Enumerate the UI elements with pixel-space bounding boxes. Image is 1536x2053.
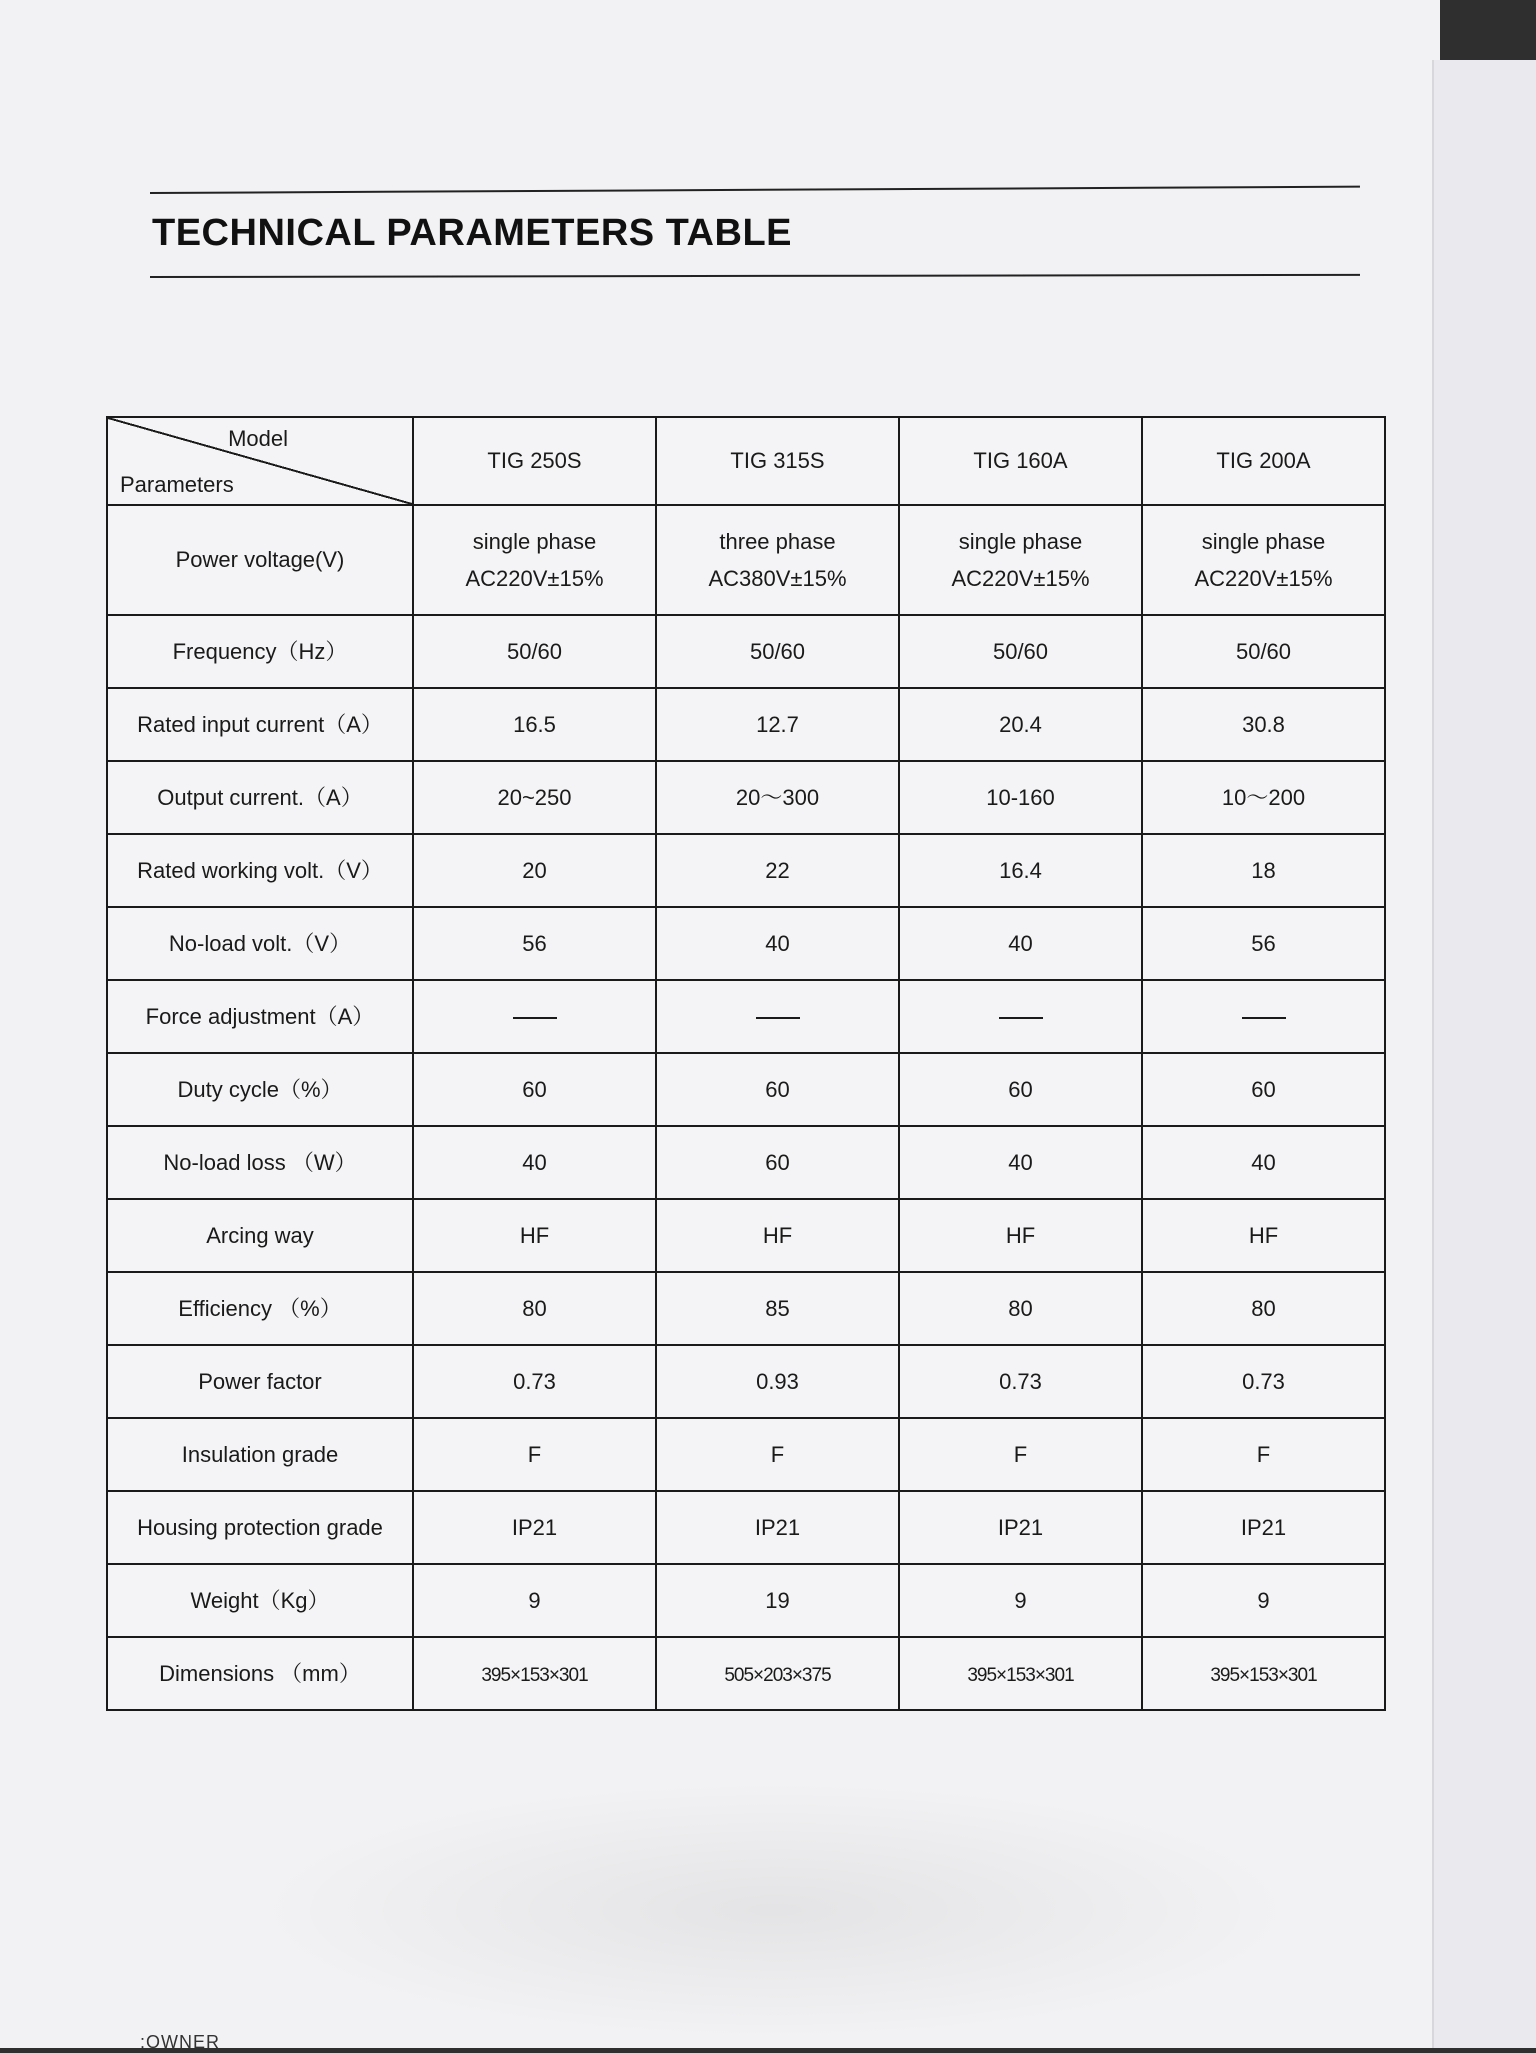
table-cell (413, 1345, 656, 1418)
phase-text: single phase (1201, 528, 1326, 554)
table-cell (1142, 1564, 1385, 1637)
table-cell (899, 980, 1142, 1053)
table-cell (899, 1272, 1142, 1345)
cell-value: 0.73 (1242, 1368, 1285, 1394)
table-cell (1142, 688, 1385, 761)
row-label: Frequency（Hz） (107, 615, 413, 688)
next-page-edge (1432, 60, 1536, 2048)
header-corner-cell (107, 417, 413, 505)
row-label: Insulation grade (107, 1418, 413, 1491)
table-row (107, 761, 1385, 834)
table-cell (413, 1637, 656, 1710)
cell-value: 19 (765, 1587, 790, 1613)
model-header-tig-160a: TIG 160A (899, 417, 1142, 505)
table-row (107, 907, 1385, 980)
table-cell (413, 688, 656, 761)
row-label: Rated working volt.（V） (107, 834, 413, 907)
cell-value: 60 (522, 1076, 547, 1102)
cell-value: 60 (765, 1076, 790, 1102)
table-cell (413, 761, 656, 834)
table-cell (899, 1126, 1142, 1199)
table-cell (656, 505, 899, 615)
table-cell (656, 1564, 899, 1637)
voltage-text: AC220V±15% (951, 566, 1090, 591)
table-cell (413, 1126, 656, 1199)
table-cell (1142, 1272, 1385, 1345)
table-cell (899, 1491, 1142, 1564)
cell-value: 505×203×375 (724, 1664, 831, 1686)
cell-value: F (1256, 1441, 1271, 1467)
row-label: Force adjustment（A） (107, 980, 413, 1053)
dash-mark (1242, 1017, 1286, 1019)
table-row (107, 1418, 1385, 1491)
phase-text: three phase (719, 528, 836, 554)
cell-value: 50/60 (1235, 638, 1292, 664)
table-cell (1142, 1053, 1385, 1126)
phase-text: single phase (472, 528, 597, 554)
cell-value: HF (1248, 1222, 1279, 1248)
row-label: Housing protection grade (107, 1491, 413, 1564)
table-row (107, 834, 1385, 907)
table-row (107, 1199, 1385, 1272)
model-header-tig-315s: TIG 315S (656, 417, 899, 505)
table-cell (1142, 761, 1385, 834)
table-cell (1142, 1126, 1385, 1199)
table-row (107, 615, 1385, 688)
row-label: Efficiency （%） (107, 1272, 413, 1345)
cell-value: F (770, 1441, 785, 1467)
cell-value: 56 (522, 930, 547, 956)
table-cell (413, 1272, 656, 1345)
table-cell (413, 907, 656, 980)
cell-value: 80 (522, 1295, 547, 1321)
table-cell (656, 907, 899, 980)
cell-value: 80 (1251, 1295, 1276, 1321)
table-cell (1142, 907, 1385, 980)
cell-value: 0.73 (513, 1368, 556, 1394)
cell-value: 10-160 (986, 784, 1055, 810)
table-cell (1142, 1637, 1385, 1710)
table-cell (656, 1637, 899, 1710)
cell-value: 50/60 (749, 638, 806, 664)
voltage-text: AC220V±15% (465, 566, 604, 591)
table-row (107, 1053, 1385, 1126)
title-rule-top (150, 186, 1360, 194)
row-label: Rated input current（A） (107, 688, 413, 761)
table-cell (413, 834, 656, 907)
cell-value: 20~250 (497, 784, 572, 810)
table-cell (413, 1418, 656, 1491)
cell-value: 40 (522, 1149, 547, 1175)
cell-value: IP21 (997, 1514, 1044, 1540)
cell-value: HF (519, 1222, 550, 1248)
table-cell (1142, 505, 1385, 615)
cell-value: 40 (1008, 1149, 1033, 1175)
voltage-text: AC380V±15% (708, 566, 847, 591)
cell-value: 10～200 (1221, 784, 1306, 810)
page-title: TECHNICAL PARAMETERS TABLE (152, 212, 792, 254)
row-label: Arcing way (107, 1199, 413, 1272)
cell-value: 20 (522, 857, 547, 883)
cell-value: 80 (1008, 1295, 1033, 1321)
table-cell (656, 1418, 899, 1491)
table-cell (413, 505, 656, 615)
row-label: Weight（Kg） (107, 1564, 413, 1637)
table-cell (899, 1345, 1142, 1418)
cell-value: IP21 (511, 1514, 558, 1540)
cell-value: F (1013, 1441, 1028, 1467)
cell-value: 50/60 (992, 638, 1049, 664)
table-cell (656, 1491, 899, 1564)
table-cell (656, 1199, 899, 1272)
dash-mark (756, 1017, 800, 1019)
row-label: Duty cycle（%） (107, 1053, 413, 1126)
table-cell (899, 761, 1142, 834)
corner-model-label: Model (228, 426, 288, 451)
table-cell (656, 1126, 899, 1199)
row-label: Output current.（A） (107, 761, 413, 834)
table-row (107, 688, 1385, 761)
table-cell (1142, 1199, 1385, 1272)
cell-value: F (527, 1441, 542, 1467)
cell-value: 40 (1008, 930, 1033, 956)
table-row (107, 980, 1385, 1053)
table-cell (413, 615, 656, 688)
parameters-table-wrapper (106, 416, 1384, 1711)
table-cell (1142, 834, 1385, 907)
table-cell (899, 1564, 1142, 1637)
table-cell (1142, 1345, 1385, 1418)
table-header-row (107, 417, 1385, 505)
cell-value: 16.5 (513, 711, 556, 737)
parameter-rows (107, 615, 1385, 1710)
table-cell (899, 688, 1142, 761)
table-cell (1142, 615, 1385, 688)
hand-shadow (250, 1780, 1300, 2040)
table-row (107, 1564, 1385, 1637)
cell-value: 60 (765, 1149, 790, 1175)
cell-value: 40 (765, 930, 790, 956)
cell-value: HF (1005, 1222, 1036, 1248)
table-cell (656, 761, 899, 834)
table-cell (899, 834, 1142, 907)
row-label: Power voltage(V) (107, 505, 413, 615)
cell-value: 85 (765, 1295, 790, 1321)
model-header-tig-250s: TIG 250S (413, 417, 656, 505)
table-row-power-voltage (107, 505, 1385, 615)
technical-parameters-table (106, 416, 1386, 1711)
table-cell (413, 1491, 656, 1564)
table-cell (899, 1199, 1142, 1272)
page-footer: :OWNER (140, 2032, 220, 2052)
table-cell (413, 1053, 656, 1126)
row-label: Power factor (107, 1345, 413, 1418)
cell-value: 56 (1251, 930, 1276, 956)
table-cell (1142, 980, 1385, 1053)
table-cell (413, 1199, 656, 1272)
cell-value: 395×153×301 (967, 1664, 1074, 1686)
dash-mark (513, 1017, 557, 1019)
table-cell (656, 834, 899, 907)
cell-value: 9 (1257, 1587, 1270, 1613)
cell-value: 40 (1251, 1149, 1276, 1175)
table-row (107, 1637, 1385, 1710)
cell-value: 0.93 (756, 1368, 799, 1394)
cell-value: 9 (528, 1587, 541, 1613)
row-label: No-load loss （W） (107, 1126, 413, 1199)
title-rule-bottom (150, 274, 1360, 278)
row-label: Dimensions （mm） (107, 1637, 413, 1710)
cell-value: 18 (1251, 857, 1276, 883)
table-cell (656, 980, 899, 1053)
table-cell (656, 1272, 899, 1345)
table-cell (899, 615, 1142, 688)
cell-value: 395×153×301 (1210, 1664, 1317, 1686)
table-row (107, 1345, 1385, 1418)
table-row (107, 1126, 1385, 1199)
table-cell (413, 980, 656, 1053)
table-row (107, 1272, 1385, 1345)
model-header-tig-200a: TIG 200A (1142, 417, 1385, 505)
table-cell (656, 688, 899, 761)
table-cell (413, 1564, 656, 1637)
table-cell (899, 907, 1142, 980)
table-cell (656, 1345, 899, 1418)
dash-mark (999, 1017, 1043, 1019)
cell-value: IP21 (754, 1514, 801, 1540)
table-cell (899, 1637, 1142, 1710)
cell-value: 395×153×301 (481, 1664, 588, 1686)
table-cell (899, 505, 1142, 615)
cell-value: HF (762, 1222, 793, 1248)
table-cell (1142, 1418, 1385, 1491)
cell-value: 0.73 (999, 1368, 1042, 1394)
cell-value: 60 (1251, 1076, 1276, 1102)
table-cell (656, 1053, 899, 1126)
corner-parameters-label: Parameters (120, 472, 234, 497)
voltage-text: AC220V±15% (1194, 566, 1333, 591)
cell-value: 16.4 (999, 857, 1042, 883)
row-label: No-load volt.（V） (107, 907, 413, 980)
cell-value: IP21 (1240, 1514, 1287, 1540)
phase-text: single phase (958, 528, 1083, 554)
cell-value: 20.4 (999, 711, 1042, 737)
cell-value: 9 (1014, 1587, 1027, 1613)
cell-value: 22 (765, 857, 790, 883)
cell-value: 20～300 (735, 784, 820, 810)
table-cell (1142, 1491, 1385, 1564)
table-cell (899, 1053, 1142, 1126)
cell-value: 12.7 (756, 711, 799, 737)
cell-value: 30.8 (1242, 711, 1285, 737)
table-cell (656, 615, 899, 688)
table-row (107, 1491, 1385, 1564)
cell-value: 50/60 (506, 638, 563, 664)
table-cell (899, 1418, 1142, 1491)
cell-value: 60 (1008, 1076, 1033, 1102)
